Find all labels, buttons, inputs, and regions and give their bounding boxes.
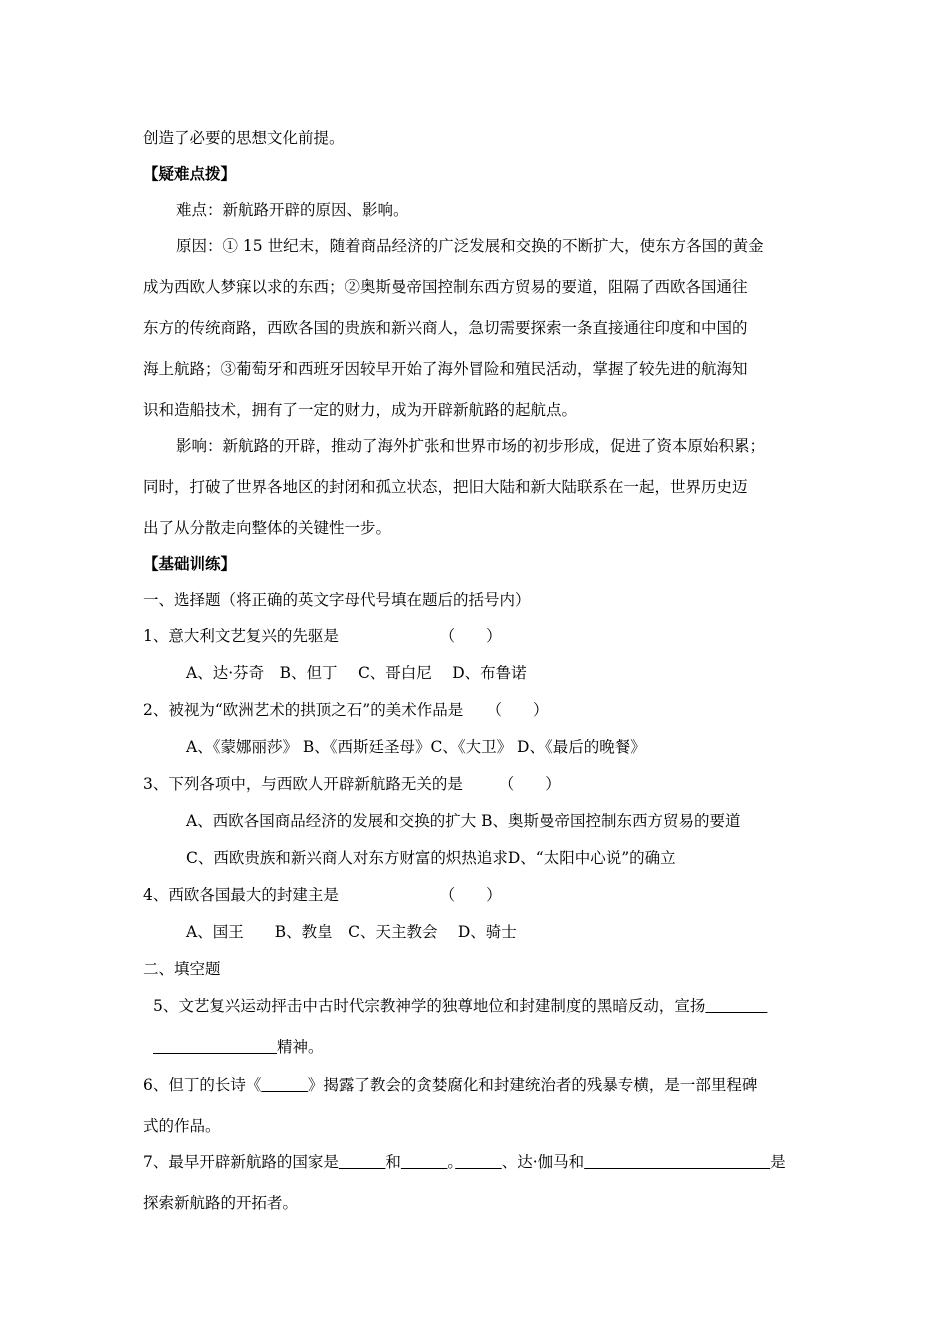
question-6-text-cont: 》揭露了教会的贪婪腐化和封建统治者的残暴专横，是一部里程碑 bbox=[307, 1076, 758, 1094]
section-heading-difficulty: 【疑难点拨】 bbox=[143, 164, 237, 183]
question-6-line-2: 式的作品。 bbox=[143, 1117, 221, 1135]
question-2-options: A、《蒙娜丽莎》 B、《西斯廷圣母》C、《大卫》 D、《最后的晚餐》 bbox=[186, 738, 646, 756]
question-5-line-2 bbox=[153, 1037, 324, 1057]
question-4-options: A、国王 B、教皇 C、天主教会 D、骑士 bbox=[186, 923, 517, 941]
question-5-text: 5、文艺复兴运动抨击中古时代宗教神学的独尊地位和封建制度的黑暗反动，宣扬 bbox=[153, 997, 706, 1015]
paragraph-line: 成为西欧人梦寐以求的东西；②奥斯曼帝国控制东西方贸易的要道，阻隔了西欧各国通往 bbox=[143, 278, 748, 296]
answer-blank bbox=[153, 1038, 277, 1056]
question-3-options-cd: C、西欧贵族和新兴商人对东方财富的炽热追求D、“太阳中心说”的确立 bbox=[186, 849, 676, 867]
paragraph-line: 影响：新航路的开辟，推动了海外扩张和世界市场的初步形成，促进了资本原始积累； bbox=[176, 437, 766, 455]
question-section-title: 一、选择题（将正确的英文字母代号填在题后的括号内） bbox=[143, 591, 531, 609]
question-2: 2、被视为“欧洲艺术的拱顶之石”的美术作品是 （ ） bbox=[143, 701, 549, 719]
answer-blank bbox=[339, 1153, 386, 1171]
paragraph-line: 难点：新航路开辟的原因、影响。 bbox=[176, 201, 409, 219]
question-7-text: 。 bbox=[447, 1153, 456, 1171]
question-4: 4、西欧各国最大的封建主是 （ ） bbox=[143, 886, 502, 904]
question-1-options: A、达·芬奇 B、但丁 C、哥白尼 D、布鲁诺 bbox=[186, 664, 527, 682]
paragraph-line: 识和造船技术，拥有了一定的财力，成为开辟新航路的起航点。 bbox=[143, 401, 578, 419]
question-7-line-2: 探索新航路的开拓者。 bbox=[143, 1194, 299, 1212]
question-1: 1、意大利文艺复兴的先驱是 （ ） bbox=[143, 627, 502, 645]
question-3-options-ab: A、西欧各国商品经济的发展和交换的扩大 B、奥斯曼帝国控制东西方贸易的要道 bbox=[186, 812, 741, 830]
paragraph-line: 海上航路；③葡萄牙和西班牙因较早开始了海外冒险和殖民活动，掌握了较先进的航海知 bbox=[143, 360, 748, 378]
question-7-line-1 bbox=[143, 1152, 786, 1172]
question-7-text: 是 bbox=[770, 1153, 786, 1171]
answer-blank bbox=[401, 1153, 448, 1171]
paragraph-line: 出了从分散走向整体的关键性一步。 bbox=[143, 519, 392, 537]
paragraph-line: 创造了必要的思想文化前提。 bbox=[143, 129, 345, 147]
question-7-text: 、达·伽马和 bbox=[501, 1153, 585, 1171]
paragraph-line: 东方的传统商路，西欧各国的贵族和新兴商人，急切需要探索一条直接通往印度和中国的 bbox=[143, 319, 748, 337]
question-7-text: 7、最早开辟新航路的国家是 bbox=[143, 1153, 339, 1171]
question-5-line-1 bbox=[153, 996, 767, 1016]
question-6-text: 6、但丁的长诗《 bbox=[143, 1076, 262, 1094]
answer-blank bbox=[705, 997, 767, 1015]
answer-blank bbox=[261, 1076, 308, 1094]
paragraph-line: 原因：① 15 世纪末，随着商品经济的广泛发展和交换的不断扩大，使东方各国的黄金 bbox=[176, 237, 764, 255]
fill-in-section-title: 二、填空题 bbox=[143, 960, 221, 978]
question-7-text: 和 bbox=[385, 1153, 401, 1171]
question-3: 3、下列各项中，与西欧人开辟新航路无关的是 （ ） bbox=[143, 775, 561, 793]
section-heading-training: 【基础训练】 bbox=[143, 554, 237, 573]
answer-blank bbox=[455, 1153, 502, 1171]
question-6-line-1 bbox=[143, 1075, 757, 1095]
question-5-text-end: 精神。 bbox=[277, 1038, 324, 1056]
answer-blank bbox=[584, 1153, 770, 1171]
paragraph-line: 同时，打破了世界各地区的封闭和孤立状态，把旧大陆和新大陆联系在一起，世界历史迈 bbox=[143, 478, 748, 496]
